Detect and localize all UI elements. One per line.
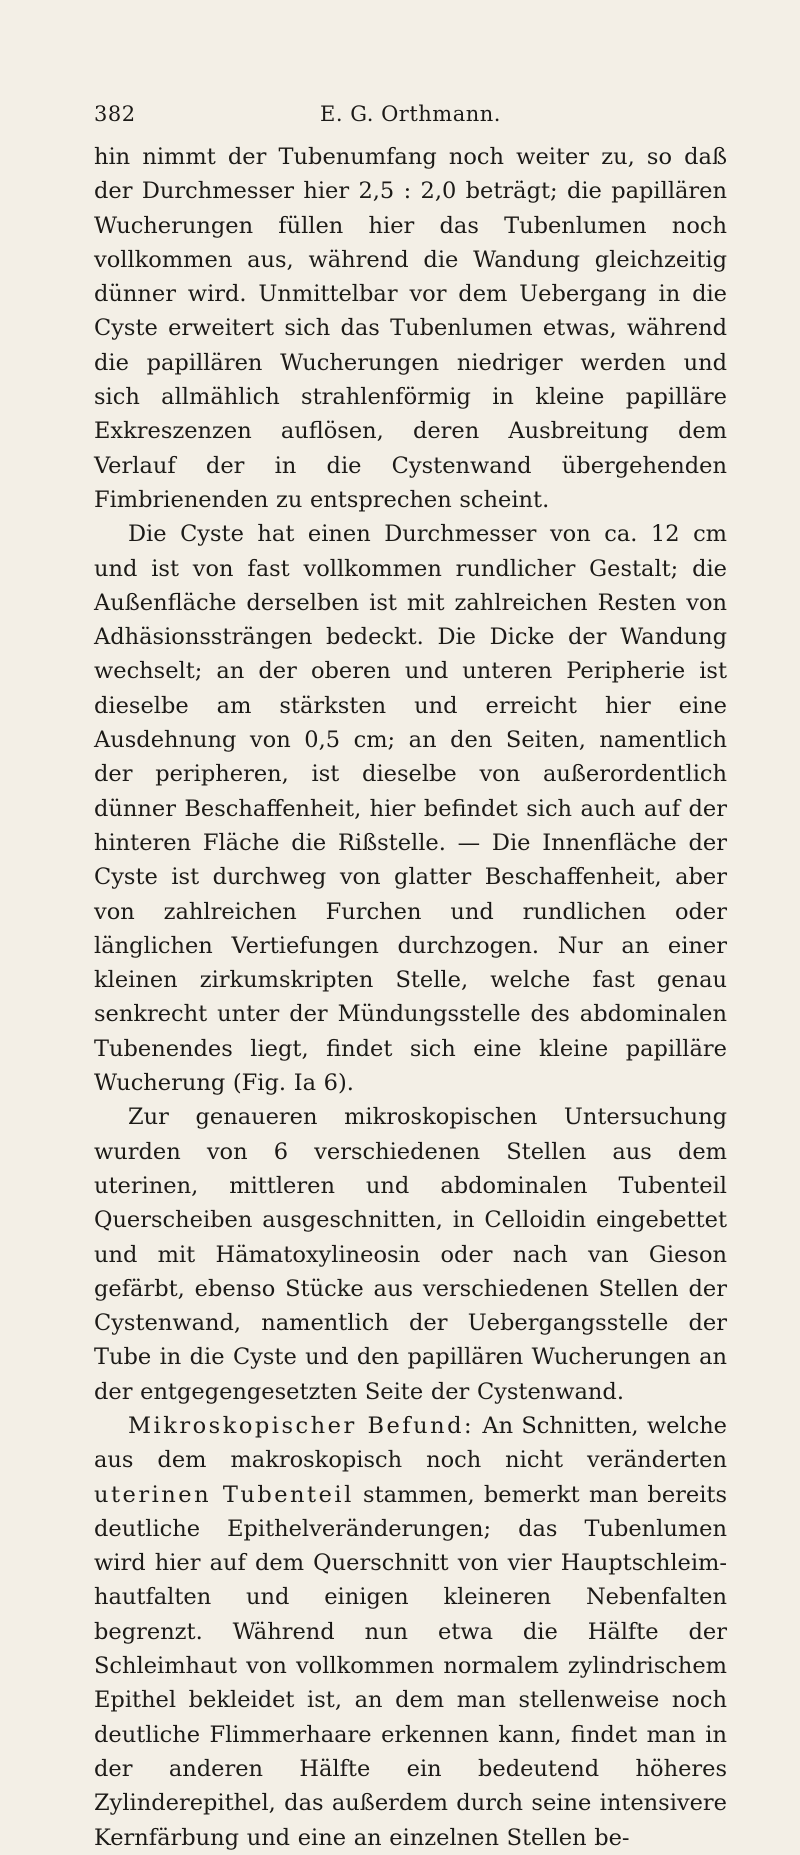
body-text [94,140,727,1855]
findings-text-b: stammen, bemerkt man bereits deutliche Epithelveränderungen; das Tubenlumen wird hier auf dem Querschnitt von vier Hauptschleimhautfalten und einigen kleineren Nebenfalten begrenzt. Während nun etwa die Hälfte der Schleimhaut von vollkommen normalem zylindrischem Epithel bekleidet ist, an dem man stellenweise noch deutliche Flimmerhaare erkennen kann, findet man in der anderen Hälfte ein bedeutend höheres Zylinderepithel, das außerdem durch seine intensivere Kernfärbung und eine an einzelnen Stellen be- [94,1481,727,1851]
page-header [94,94,727,134]
running-head: E. G. Orthmann. [320,102,501,126]
paragraph-microscopic-method: Zur genaueren mikroskopischen Untersuchung wurden von 6 verschiedenen Stellen aus dem uterinen, mittleren und abdominalen Tubenteil Querscheiben ausgeschnitten, in Celloidin eingebettet und mit Hämatoxylineosin oder nach van Gieson gefärbt, ebenso Stücke aus verschiedenen Stellen der Cystenwand, namentlich der Uebergangsstelle der Tube in die Cyste und den papillären Wucherungen an der entgegengesetzten Seite der Cystenwand. [94,1104,727,1405]
paragraph-tube-continuation: hin nimmt der Tubenumfang noch weiter zu, so daß der Durchmesser hier 2,5 : 2,0 beträgt; die papillären Wucherungen füllen hier das Tubenlumen noch vollkommen aus, während die Wandung gleichzeitig dünner wird. Unmittelbar vor dem Uebergang in die Cyste erweitert sich das Tubenlumen etwas, während die papillären Wucherungen niedriger werden und sich allmählich strahlenförmig in kleine papilläre Exkreszenzen auflösen, deren Ausbreitung dem Verlauf der in die Cystenwand übergehenden Fimbrienenden zu entsprechen scheint. [94,144,727,513]
findings-heading: Mikroskopischer Befund: [128,1412,475,1439]
page-number: 382 [94,102,136,126]
paragraph-microscopic-findings [94,1409,727,1855]
paragraph-cyst-description: Die Cyste hat einen Durchmesser von ca. 12 cm und ist von fast vollkommen rundlicher Gestalt; die Außenfläche derselben ist mit zahlreichen Resten von Adhäsionssträngen bedeckt. Die Dicke der Wandung wechselt; an der oberen und unteren Peripherie ist dieselbe am stärksten und erreicht hier eine Ausdehnung von 0,5 cm; an den Seiten, namentlich der peripheren, ist dieselbe von außerordentlich dünner Beschaffenheit, hier befindet sich auch auf der hinteren Fläche die Rißstelle. — Die Innenfläche der Cyste ist durchweg von glatter Beschaffenheit, aber von zahlreichen Furchen und rundlichen oder länglichen Vertiefungen durchzogen. Nur an einer kleinen zirkumskripten Stelle, welche fast genau senkrecht unter der Mündungsstelle des abdominalen Tubenendes liegt, findet sich eine kleine papilläre Wucherung (Fig. Ia 6). [94,521,727,1097]
findings-text-a: An Schnitten, welche aus dem makroskopisch noch nicht veränderten [94,1412,727,1474]
findings-emphasis: uterinen Tubenteil [94,1481,354,1508]
